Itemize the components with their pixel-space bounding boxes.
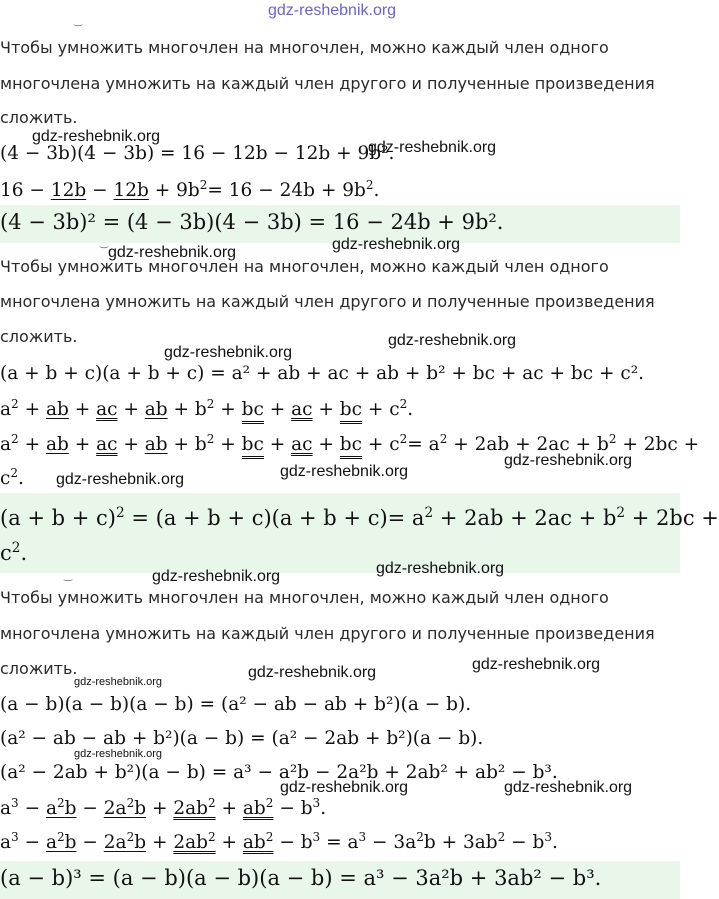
result-equation: $(a + b + c)^2 = (a + b + c)(a + b + c)= a^2 + 2ab + 2ac + b^2 + 2bc$ + xyxy=(0,505,719,530)
equation: $16 - 12b - 12b + 9b^2= 16 - 24b + 9b^2$. xyxy=(0,178,380,202)
rule-line-2: многочлена умножить на каждый член другого и полученные произведения xyxy=(0,292,655,311)
equation: $a^3 - a^2b - 2a^2b + 2ab^2 + ab^2 - b^3$. xyxy=(0,796,327,820)
watermark: gdz-reshebnik.org xyxy=(74,748,163,760)
equation: $a^3 - a^2b - 2a^2b + 2ab^2 + ab^2 - b^3 = a^3 - 3a^2b + 3ab^2 - b^3$. xyxy=(0,830,558,854)
watermark: gdz-reshebnik.org xyxy=(376,560,505,577)
rule-line-1: Чтобы умножить многочлен на многочлен, можно каждый член одного xyxy=(0,257,609,276)
watermark: gdz-reshebnik.org xyxy=(388,332,517,349)
watermark: gdz-reshebnik.org xyxy=(332,236,461,253)
equation: $a^2$ + ab + ac + ab + $b^2$ + bc + ac + bc + $c^2= a^2 + 2ab + 2ac + b^2 + 2bc$ + xyxy=(0,432,699,455)
watermark: gdz-reshebnik.org xyxy=(74,676,163,688)
watermark: gdz-reshebnik.org xyxy=(248,664,377,681)
rule-line-3: сложить. xyxy=(0,108,78,127)
rule-line-3: сложить. xyxy=(0,659,78,678)
watermark: gdz-reshebnik.org xyxy=(32,128,161,145)
watermark: gdz-reshebnik.org xyxy=(504,452,633,469)
watermark: gdz-reshebnik.org xyxy=(280,779,409,796)
rule-line-1: Чтобы умножить многочлен на многочлен, можно каждый член одного xyxy=(0,588,609,607)
equation: $a^2$ + ab + ac + ab + $b^2$ + bc + ac + bc + $c^2$. xyxy=(0,397,413,420)
watermark: gdz-reshebnik.org xyxy=(368,139,497,156)
watermark: gdz-reshebnik.org xyxy=(56,471,185,488)
result-equation: (a − b)³ = (a − b)(a − b)(a − b) = a³ − 3a²b + 3ab² − b³. xyxy=(0,866,602,890)
watermark: gdz-reshebnik.org xyxy=(504,779,633,796)
tick-mark: ‿ xyxy=(64,571,73,582)
watermark: gdz-reshebnik.org xyxy=(152,568,281,585)
watermark: gdz-reshebnik.org xyxy=(280,463,409,480)
rule-line-1: Чтобы умножить многочлен на многочлен, можно каждый член одного xyxy=(0,38,609,57)
equation-continued: $c^2$. xyxy=(0,466,24,490)
watermark-top: gdz-reshebnik.org xyxy=(268,2,397,19)
equation: (a² − 2ab + b²)(a − b) = a³ − a²b − 2a²b + 2ab² + ab² − b³. xyxy=(0,762,558,783)
equation: (a + b + c)(a + b + c) = a² + ab + ac + ab + b² + bc + ac + bc + c². xyxy=(0,363,645,384)
watermark: gdz-reshebnik.org xyxy=(472,656,601,673)
rule-line-2: многочлена умножить на каждый член другого и полученные произведения xyxy=(0,624,655,643)
tick-mark: ‿ xyxy=(100,238,109,249)
tick-mark: ‿ xyxy=(74,16,83,27)
result-equation: (4 − 3b)² = (4 − 3b)(4 − 3b) = 16 − 24b + 9b². xyxy=(0,210,504,234)
rule-line-2: многочлена умножить на каждый член другого и полученные произведения xyxy=(0,74,655,93)
equation: (a² − ab − ab + b²)(a − b) = (a² − 2ab + b²)(a − b). xyxy=(0,728,484,749)
watermark: gdz-reshebnik.org xyxy=(164,344,293,361)
equation: (4 − 3b)(4 − 3b) = 16 − 12b − 12b + 9b². xyxy=(0,143,395,164)
watermark: gdz-reshebnik.org xyxy=(108,244,237,261)
rule-line-3: сложить. xyxy=(0,327,78,346)
result-equation-continued: $c^2$. xyxy=(0,540,28,565)
equation: (a − b)(a − b)(a − b) = (a² − ab − ab + b²)(a − b). xyxy=(0,694,472,715)
